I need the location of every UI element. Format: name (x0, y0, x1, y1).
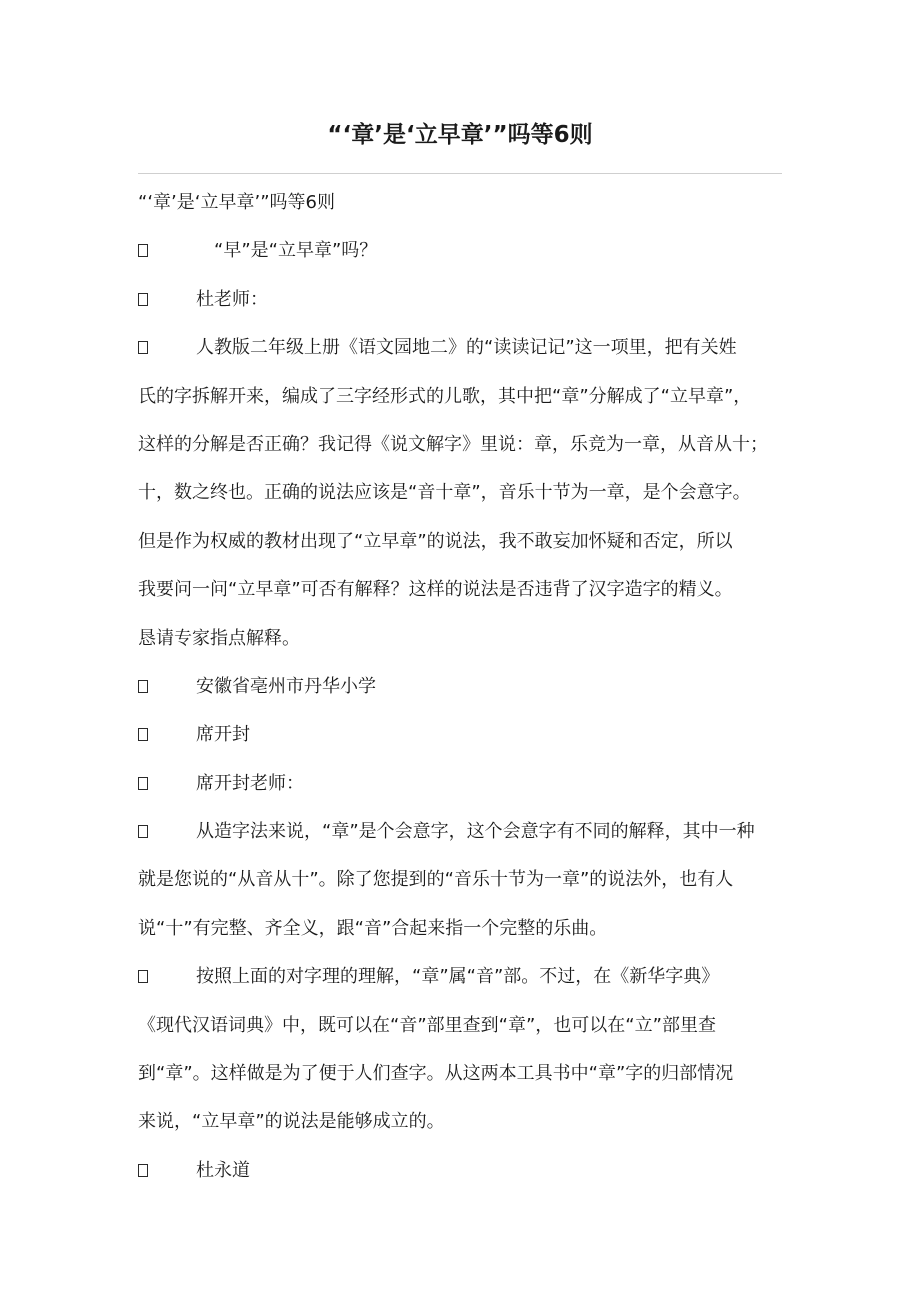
answer-signature: 杜永道 (196, 1159, 250, 1181)
letter-text: 人教版二年级上册《语文园地二》的“读读记记”这一项里，把有关姓 (196, 337, 737, 359)
salutation-xi: 席开封老师： (196, 772, 304, 794)
missing-glyph-box-icon (138, 341, 148, 354)
document-subtitle: “‘章’是‘立早章’”吗等6则 (138, 192, 335, 213)
missing-glyph-box-icon (138, 1164, 148, 1177)
text-line: 到“章”。这样做是为了便于人们查字。从这两本工具书中“章”字的归部情况 (138, 1063, 734, 1085)
text-line: 十，数之终也。正确的说法应该是“音十章”，音乐十节为一章，是个会意字。 (138, 482, 751, 504)
text-line: 但是作为权威的教材出现了“立早章”的说法，我不敢妄加怀疑和否定，所以 (138, 530, 733, 552)
paragraph-line (138, 663, 798, 711)
text-line: 这样的分解是否正确？我记得《说文解字》里说：章，乐竞为一章，从音从十； (138, 433, 768, 455)
paragraph-line (138, 276, 798, 324)
document-body (138, 179, 798, 1195)
paragraph-line (138, 227, 798, 275)
text-line: 恳请专家指点解释。 (138, 627, 300, 649)
salutation-du: 杜老师： (196, 288, 268, 310)
document-title: “‘章’是‘立早章’”吗等6则 (327, 122, 593, 148)
missing-glyph-box-icon (138, 728, 148, 741)
text-line: 氏的字拆解开来，编成了三字经形式的儿歌，其中把“章”分解成了“立早章”， (138, 385, 752, 407)
subtitle-line (138, 179, 798, 227)
text-line: 《现代汉语词典》中，既可以在“音”部里查到“章”，也可以在“立”部里查 (138, 1014, 716, 1036)
missing-glyph-box-icon (138, 680, 148, 693)
missing-glyph-box-icon (138, 825, 148, 838)
answer-text: 从造字法来说，“章”是个会意字，这个会意字有不同的解释，其中一种 (196, 821, 755, 843)
paragraph-line (138, 808, 798, 856)
answer-text: 按照上面的对字理的理解，“章”属“音”部。不过，在《新华字典》 (196, 966, 720, 988)
paragraph-line (138, 324, 798, 372)
text-line: 我要问一问“立早章”可否有解释？这样的说法是否违背了汉字造字的精义。 (138, 579, 733, 601)
missing-glyph-box-icon (138, 244, 148, 257)
sender-name: 席开封 (196, 724, 250, 746)
title-divider (138, 173, 782, 174)
text-line: 说“十”有完整、齐全义，跟“音”合起来指一个完整的乐曲。 (138, 917, 608, 939)
paragraph-line (138, 711, 798, 759)
missing-glyph-box-icon (138, 293, 148, 306)
question-heading: “早”是“立早章”吗？ (214, 240, 378, 262)
text-line: 就是您说的“从音从十”。除了您提到的“音乐十节为一章”的说法外，也有人 (138, 869, 734, 891)
paragraph-line (138, 760, 798, 808)
missing-glyph-box-icon (138, 970, 148, 983)
paragraph-line (138, 1147, 798, 1195)
missing-glyph-box-icon (138, 777, 148, 790)
paragraph-line (138, 953, 798, 1001)
text-line: 来说，“立早章”的说法是能够成立的。 (138, 1111, 445, 1133)
sender-school: 安徽省亳州市丹华小学 (196, 675, 376, 697)
